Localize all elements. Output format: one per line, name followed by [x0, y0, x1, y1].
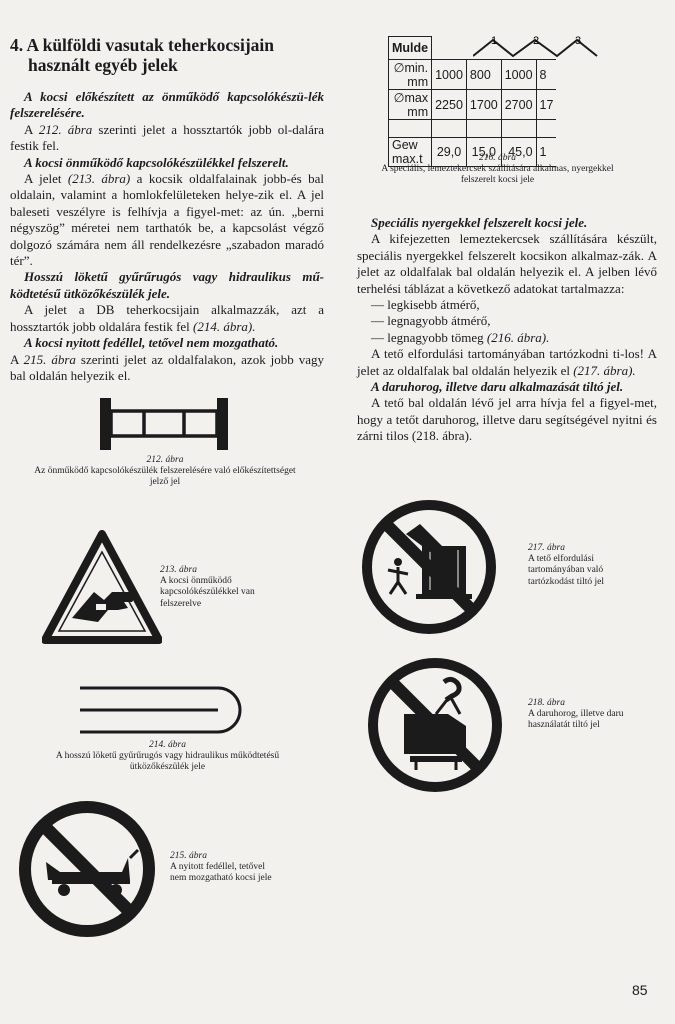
- figure-218-text: A daruhorog, illetve daru használatát tiltó jel: [528, 709, 624, 731]
- list-load-table: [357, 297, 657, 346]
- heading-crane-hook: A daruhorog, illetve daru alkalmazását tiltó jel.: [371, 379, 624, 395]
- list-item: — legkisebb átmérő,: [371, 297, 480, 313]
- figure-217-caption: [528, 543, 638, 588]
- figure-213-number: 213. ábra: [160, 565, 197, 575]
- figure-217-prohibition-sign: [360, 498, 498, 636]
- list-item: — legnagyobb tömeg (216. ábra).: [371, 329, 550, 345]
- figure-214-number: 214. ábra: [149, 740, 186, 750]
- figure-213-text: A kocsi önműködő kapcsolókészülékkel van felszerelve: [160, 576, 255, 609]
- heading-open-roof: A kocsi nyitott fedéllel, tetővel nem mozgatható.: [24, 335, 279, 351]
- figure-212-text: Az önműködő kapcsolókészülék felszerelésére való előkészítettséget jelző jel: [34, 466, 296, 488]
- list-item: — legnagyobb átmérő,: [371, 313, 491, 329]
- figure-215-number: 215. ábra: [170, 851, 207, 861]
- paragraph-215: A 215. ábra szerinti jelet az oldalfalakon, azok jobb vagy bal oldalán helyezik el.: [10, 351, 325, 383]
- left-column-text: [10, 89, 324, 384]
- table-row: Gew max.t 29,0 15,0 45,0 1: [389, 138, 557, 167]
- figure-215-text: A nyitott fedéllel, tetővel nem mozgatható kocsi jele: [170, 862, 272, 884]
- figure-216-text: A speciális, lemeztekercsek szállítására alkalmas, nyergekkel felszerelt kocsi jele: [381, 164, 614, 186]
- figure-212-caption: [30, 455, 300, 489]
- figure-215-prohibition-sign: [18, 800, 156, 938]
- figure-214-buffer-mark: [80, 682, 250, 738]
- figure-217-number: 217. ábra: [528, 543, 565, 553]
- figure-216-caption: [370, 153, 625, 187]
- figure-213-warning-triangle: [42, 530, 162, 646]
- section-heading: [10, 35, 330, 75]
- saddle-number-3: 3: [575, 35, 582, 47]
- paragraph-212: A 212. ábra szerinti jelet a hossztartók jobb ol-dalára festik fel.: [10, 121, 324, 154]
- paragraph-218: A tető bal oldalán lévő jel arra hívja fel a figyel-met, hogy a tetőt daruhorog, illetve daru segítségével nyitni és zárni tilos (218. ábra).: [357, 395, 657, 444]
- figure-215-caption: [170, 851, 280, 885]
- figure-213-caption: [160, 565, 270, 610]
- table-row: ∅max mm 2250 1700 2700 17: [389, 90, 557, 120]
- figure-216-number: 216. ábra: [479, 153, 516, 163]
- saddle-number-1: 1: [491, 35, 498, 47]
- page-number: 85: [632, 982, 648, 998]
- figure-217-text: A tető elfordulási tartományában való tartózkodást tiltó jel: [528, 554, 604, 587]
- mulde-title: Mulde: [389, 37, 432, 60]
- figure-214-caption: [40, 740, 295, 774]
- heading-prepared-coupler: A kocsi előkészített az önműködő kapcsolókészü-lék felszerelésére.: [10, 89, 324, 121]
- figure-218-caption: [528, 698, 638, 732]
- heading-special-saddle: Speciális nyergekkel felszerelt kocsi jele.: [371, 215, 588, 230]
- table-row: ∅min. mm 1000 800 1000 8: [389, 60, 557, 90]
- heading-coupler-equipped: A kocsi önműködő kapcsolókészülékkel felszerelt.: [24, 154, 289, 170]
- paragraph-216: A kifejezetten lemeztekercsek szállítására készült, speciális nyergekkel felszerelt kocsikon alkalmaz-zák. A jelet az oldalfalak bal oldalán helyezik el. A jelben lévő terhelési táblázat a következő adatokat tartalmazza:: [357, 231, 657, 296]
- saddle-number-2: 2: [533, 35, 540, 47]
- paragraph-214: A jelet a DB teherkocsijain alkalmazzák, azt a hossztartók jobb oldalára festik fel (214. ábra).: [10, 302, 324, 334]
- figure-218-prohibition-sign: [366, 656, 504, 794]
- heading-long-stroke-buffer: Hosszú löketű gyűrűrugós vagy hidraulikus mű-ködtetésű ütközőkészülék jele.: [10, 269, 324, 301]
- figure-218-number: 218. ábra: [528, 698, 565, 708]
- right-column-text: [357, 215, 657, 445]
- section-title-line2: használt egyéb jelek: [28, 55, 178, 75]
- section-title-line1: 4. A külföldi vasutak teherkocsijain: [10, 35, 275, 55]
- paragraph-213: A jelet (213. ábra) a kocsik oldalfalainak jobb-és bal oldalain, valamint a homlokfelületeken helye-zik el. A jel baleseti veszélyre is felhívja a figyel-met: az ún. „berni négyszög” méretei nem tarthatók be, a kapcsolást végző dolgozó számára nem áll rendelkezésre „szabadon maradó tér”.: [10, 171, 324, 269]
- mulde-table: [388, 36, 556, 167]
- figure-212-number: 212. ábra: [146, 455, 184, 465]
- figure-212-mark: [100, 398, 228, 450]
- paragraph-217: A tető elfordulási tartományában tartózkodni ti-los! A jelet az oldalfalak bal oldalán helyezik el (217. ábra).: [357, 346, 657, 378]
- figure-214-text: A hosszú löketű gyűrűrugós vagy hidraulikus működtetésű ütközőkészülék jele: [55, 751, 280, 773]
